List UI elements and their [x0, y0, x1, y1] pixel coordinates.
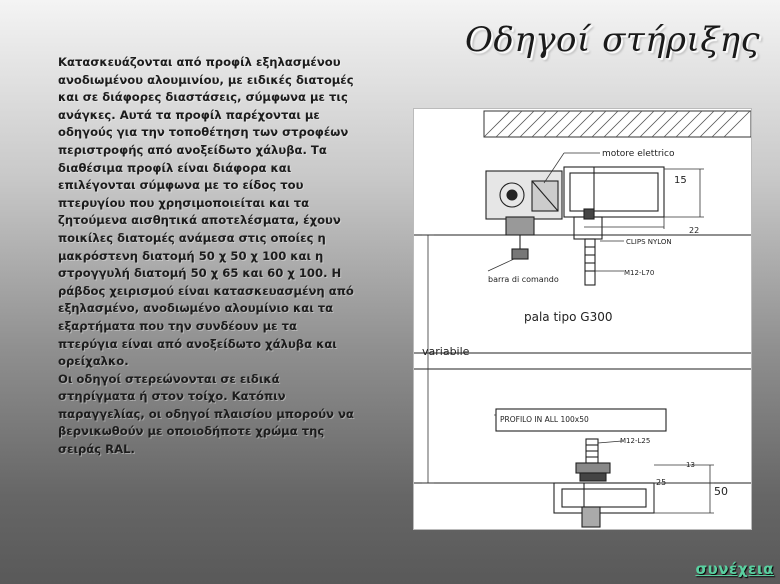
- label-clips: CLIPS NYLON: [626, 238, 672, 246]
- label-dim-22: 22: [689, 226, 700, 235]
- next-link[interactable]: συνέχεια: [695, 560, 774, 578]
- label-barra: barra di comando: [488, 275, 559, 284]
- top-profile-assembly: [486, 167, 664, 285]
- label-dim-25: 25: [656, 478, 667, 487]
- label-dim-13: 13: [686, 461, 695, 469]
- label-variabile: variabile: [422, 345, 470, 358]
- bottom-profile-assembly: [496, 409, 666, 527]
- variable-dimension: [422, 235, 434, 483]
- label-dim-15: 15: [674, 175, 687, 186]
- blade-top: [414, 235, 751, 483]
- label-m12-l70: M12-L70: [624, 269, 655, 277]
- label-motore: motore elettrico: [602, 149, 675, 159]
- label-profilo: PROFILO IN ALL 100x50: [500, 415, 589, 424]
- description-text: Κατασκευάζονται από προφίλ εξηλασμένου ανοδιωμένου αλουμινίου, με ειδικές διατομές και σε διάφορες διαστάσεις, σύμφωνα με τις ανάγκες. Αυτά τα προφίλ παρέχονται με οδηγούς για την τοποθέτηση των στροφέων περιστροφής από ανοξείδωτο χάλυβα. Τα διαθέσιμα προφίλ είναι διάφορα και επιλέγονται σύμφωνα με το είδος του πτερυγίου που χρησιμοποιείται και τα ζητούμενα αισθητικά αποτελέσματα, έχουν ποικίλες διατομές ανάμεσα στις οποίες η μακρόστενη διατομή 50 χ 50 χ 100 και η στρογγυλή διατομή 50 χ 65 και 60 χ 100. Η ράβδος χειρισμού είναι κατασκευασμένη από εξηλασμένο, ανοδιωμένο αλουμίνιο και τα εξαρτήματα που την συνδέουν με τα πτερύγια είναι από ανοξείδωτο χάλυβα και ορείχαλκο. Οι οδηγοί στερεώνονται σε ειδικά στηρίγματα ή στον τοίχο. Κατόπιν παραγγελίας, οι οδηγοί πλαισίου μπορούν να βερνικωθούν με οποιοδήποτε χρώμα της σειράς RAL.: [58, 55, 354, 457]
- label-dim-50: 50: [714, 485, 728, 498]
- bottom-dimensions: [654, 465, 714, 513]
- slide-title: Οδηγοί στήριξης: [465, 20, 760, 60]
- technical-drawing: [413, 108, 752, 530]
- label-m12-l25: M12-L25: [620, 437, 651, 445]
- drawing-svg: [414, 109, 751, 529]
- ceiling-hatch: [484, 111, 751, 137]
- label-pala: pala tipo G300: [524, 310, 613, 324]
